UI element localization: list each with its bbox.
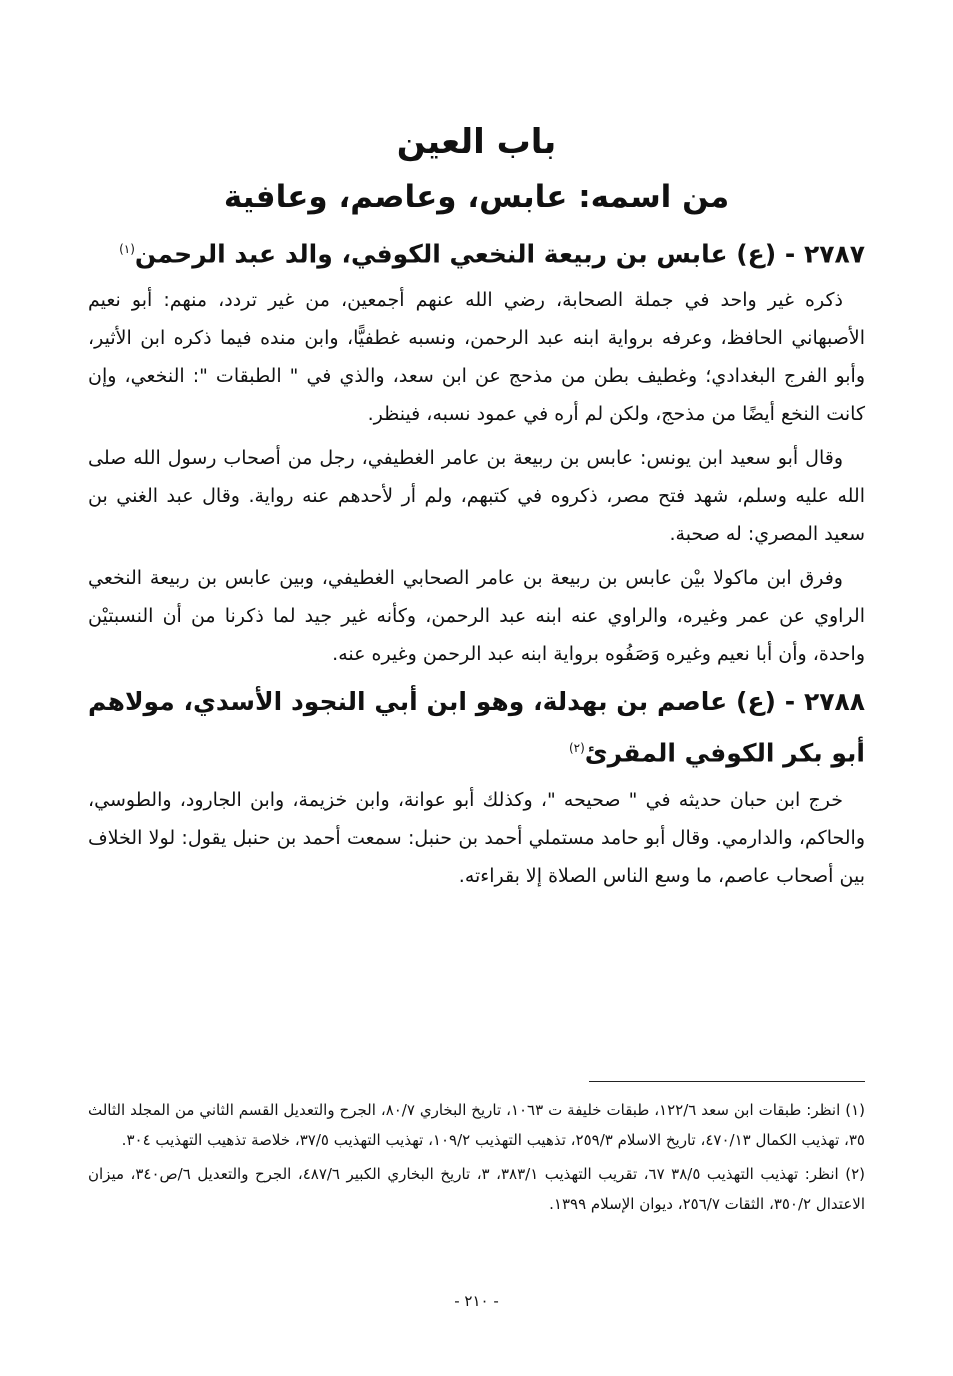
entry-heading-text: ٢٧٨٨ - (ع) عاصم بن بهدلة، وهو ابن أبي النجود الأسدي، مولاهم أبو بكر الكوفي المقرئ	[88, 687, 865, 768]
entry-2787	[88, 226, 865, 673]
entry-2788	[88, 679, 865, 894]
footnote-ref[interactable]: (٢)	[568, 741, 585, 756]
chapter-title: باب العين	[396, 122, 557, 162]
main-text	[88, 120, 865, 901]
page-number: - ٢١٠ -	[454, 1292, 499, 1310]
paragraph: خرج ابن حبان حديثه في " صحيحه "، وكذلك أبو عوانة، وابن خزيمة، وابن الجارود، والطوسي، والحاكم، والدارمي. وقال أبو حامد مستملي أحمد بن حنبل: سمعت أحمد بن حنبل يقول: لولا الخلاف بين أصحاب عاصم، ما وسع الناس الصلاة إلا بقراءته.	[88, 788, 865, 887]
footnote-ref[interactable]: (١)	[119, 242, 135, 256]
footnote-2: (٢) انظر: تهذيب التهذيب ٣٨/٥ ٦٧، تقريب التهذيب ٣٨٣/١، ٣، تاريخ البخاري الكبير ٤٨٧/٦، الجرح والتعديل ٦/ص٣٤٠، ميزان الاعتدال ٣٥٠/٢، الثقات ٢٥٦/٧، ديوان الإسلام ١٣٩٩.	[88, 1165, 865, 1213]
paragraph: وقال أبو سعيد ابن يونس: عابس بن ربيعة بن عامر الغطيفي، رجل من أصحاب رسول الله صلى الله عليه وسلم، شهد فتح مصر، ذكروه في كتبهم، ولم أر لأحدهم عنه رواية. وقال عبد الغني بن سعيد المصري: له صحبة.	[88, 447, 865, 546]
footnote-1: (١) انظر: طبقات ابن سعد ١٢٢/٦، طبقات خليفة ت ١٠٦٣، تاريخ البخاري ٨٠/٧، الجرح والتعديل القسم الثاني من المجلد الثالث ٣٥، تهذيب الكمال ٤٧٠/١٣، تاريخ الاسلام ٢٥٩/٣، تذهيب التهذيب ١٠٩/٢، تهذيب التهذيب ٣٧/٥، خلاصة تذهيب التهذيب ٣٠٤.	[88, 1101, 865, 1149]
entry-heading	[88, 679, 865, 776]
footnote-divider	[589, 1081, 865, 1082]
entry-heading-text: ٢٧٨٧ - (ع) عابس بن ربيعة النخعي الكوفي، والد عبد الرحمن	[134, 239, 865, 269]
footnotes	[88, 1095, 865, 1223]
section-title: من اسمه: عابس، وعاصم، وعافية	[223, 179, 730, 215]
paragraph: وفرق ابن ماكولا بيْن عابس بن ربيعة بن عامر الصحابي الغطيفي، وبين عابس بن ربيعة النخعي الراوي عن عمر وغيره، والراوي عنه ابنه عبد الرحمن، وكأنه غير جيد لما ذكرنا من أن النسبتيْن واحدة، وأن أبا نعيم وغيره وَصَفُوه برواية ابنه عبد الرحمن وغيره عنه.	[88, 567, 865, 666]
entry-heading	[88, 226, 865, 277]
paragraph: ذكره غير واحد في جملة الصحابة، رضي الله عنهم أجمعين، من غير تردد، منهم: أبو نعيم الأصبهاني الحافظ، وعرفه برواية ابنه عبد الرحمن، ونسبه غطفيًّا، وابن منده فيما ذكره ابن الأثير، وأبو الفرج البغدادي؛ وغطيف بطن من مذحج عن ابن سعد، والذي في " الطبقات ": النخعي، وإن كانت النخع أيضًا من مذحج، ولكن لم أره في عمود نسبه، فينظر.	[88, 289, 865, 426]
